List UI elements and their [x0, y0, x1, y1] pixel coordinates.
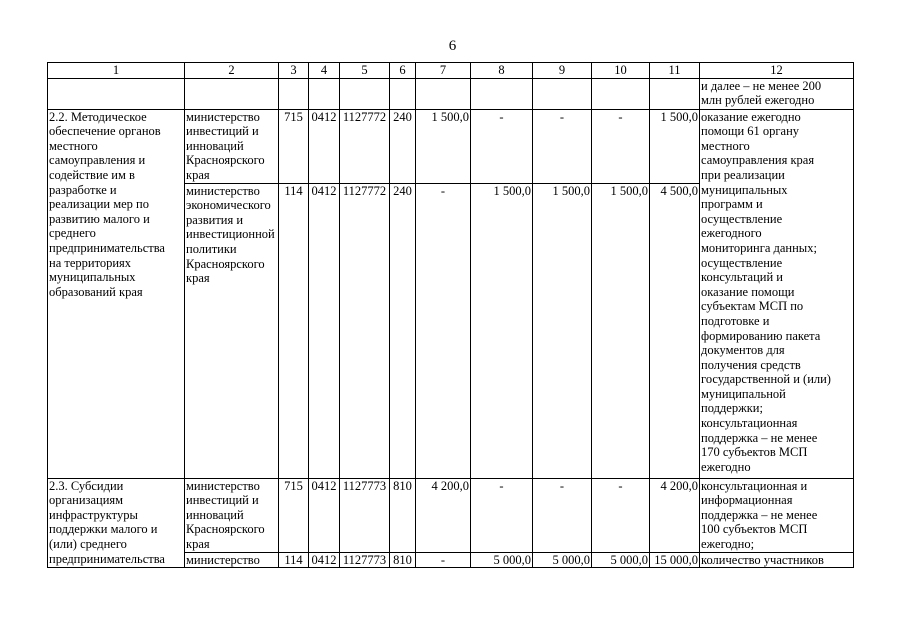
- rzpr-code: 0412: [309, 109, 340, 183]
- year1-amount: -: [416, 183, 471, 478]
- csr-code: 1127772: [340, 109, 390, 183]
- year4-amount: -: [592, 109, 650, 183]
- rzpr-code: 0412: [309, 478, 340, 552]
- text-line: края: [186, 536, 210, 551]
- column-number: 9: [533, 63, 592, 79]
- text-line: 2.2. Методическое: [49, 109, 147, 124]
- text-line: консультаций и: [701, 270, 783, 285]
- csr-code: 1127773: [340, 552, 390, 568]
- year3-amount: -: [533, 478, 592, 552]
- text-line: документов для: [701, 343, 785, 358]
- table-row: [48, 78, 854, 109]
- year1-amount: 4 200,0: [416, 478, 471, 552]
- empty-cell: [650, 78, 700, 109]
- empty-cell: [416, 78, 471, 109]
- grbs-code: 114: [279, 183, 309, 478]
- text-line: края: [186, 271, 210, 286]
- year2-amount: 1 500,0: [471, 183, 533, 478]
- table-row: [48, 109, 854, 183]
- column-number: 3: [279, 63, 309, 79]
- text-line: министерство: [186, 478, 260, 493]
- text-line: инвестиционной: [186, 227, 275, 242]
- rzpr-code: 0412: [309, 183, 340, 478]
- year3-amount: -: [533, 109, 592, 183]
- text-line: 100 субъектов МСП: [701, 522, 808, 537]
- ministry-cell: [185, 478, 279, 552]
- empty-cell: [390, 78, 416, 109]
- result-cell: [700, 109, 854, 478]
- text-line: консультационная: [701, 416, 798, 431]
- vr-code: 240: [390, 183, 416, 478]
- year4-amount: -: [592, 478, 650, 552]
- text-line: формированию пакета: [701, 328, 821, 343]
- grbs-code: 715: [279, 478, 309, 552]
- ministry-cell: [185, 109, 279, 183]
- column-number: 8: [471, 63, 533, 79]
- text-line: содействие им в: [49, 167, 135, 182]
- text-line: самоуправления края: [701, 153, 815, 168]
- measure-name-cell: [48, 478, 185, 568]
- text-line: поддержки;: [701, 401, 763, 416]
- column-number: 12: [700, 63, 854, 79]
- text-line: организациям: [49, 493, 124, 508]
- text-line: образований края: [49, 284, 143, 299]
- text-line: (или) среднего: [49, 536, 127, 551]
- text-line: поддержка – не менее: [701, 507, 818, 522]
- vr-code: 810: [390, 478, 416, 552]
- text-line: консультационная и: [701, 478, 808, 493]
- year3-amount: 1 500,0: [533, 183, 592, 478]
- text-line: поддержка – не менее: [701, 430, 818, 445]
- year2-amount: -: [471, 109, 533, 183]
- text-line: местного: [49, 138, 98, 153]
- text-line: инфраструктуры: [49, 507, 138, 522]
- page-number: 6: [448, 38, 457, 54]
- year2-amount: 5 000,0: [471, 552, 533, 568]
- text-line: количество участников: [701, 552, 824, 567]
- measure-name-cell: [48, 109, 185, 478]
- text-line: экономического: [186, 198, 271, 213]
- text-line: министерство: [186, 183, 260, 198]
- total-amount: 4 200,0: [650, 478, 700, 552]
- text-line: местного: [701, 138, 750, 153]
- year1-amount: -: [416, 552, 471, 568]
- text-line: инноваций: [186, 507, 244, 522]
- rzpr-code: 0412: [309, 552, 340, 568]
- result-cell: [700, 552, 854, 568]
- text-line: Красноярского: [186, 153, 265, 168]
- csr-code: 1127772: [340, 183, 390, 478]
- year1-amount: 1 500,0: [416, 109, 471, 183]
- text-line: министерство: [186, 109, 260, 124]
- measures-table: [47, 62, 854, 568]
- empty-cell: [533, 78, 592, 109]
- total-amount: 4 500,0: [650, 183, 700, 478]
- text-line: Красноярского: [186, 522, 265, 537]
- text-line: самоуправления и: [49, 153, 146, 168]
- text-line: развития и: [186, 212, 244, 227]
- text-line: оказание ежегодно: [701, 109, 801, 124]
- column-number-row: [48, 63, 854, 79]
- vr-code: 240: [390, 109, 416, 183]
- year3-amount: 5 000,0: [533, 552, 592, 568]
- text-line: обеспечение органов: [49, 124, 161, 139]
- empty-cell: [471, 78, 533, 109]
- text-line: муниципальных: [701, 182, 788, 197]
- csr-code: 1127773: [340, 478, 390, 552]
- text-line: подготовке и: [701, 313, 770, 328]
- text-line: субъектам МСП по: [701, 299, 804, 314]
- text-line: разработке и: [49, 182, 117, 197]
- text-line: реализации мер по: [49, 197, 149, 212]
- text-line: 170 субъектов МСП: [701, 445, 808, 460]
- column-number: 5: [340, 63, 390, 79]
- text-line: помощи 61 органу: [701, 124, 800, 139]
- column-number: 1: [48, 63, 185, 79]
- text-line: программ и: [701, 197, 763, 212]
- text-line: развитию малого и: [49, 211, 150, 226]
- text-line: государственной и (или): [701, 372, 831, 387]
- text-line: среднего: [49, 226, 96, 241]
- text-line: предпринимательства: [49, 551, 165, 566]
- ministry-cell: [185, 183, 279, 478]
- column-number: 4: [309, 63, 340, 79]
- result-cell: [700, 78, 854, 109]
- text-line: получения средств: [701, 357, 801, 372]
- column-number: 7: [416, 63, 471, 79]
- year2-amount: -: [471, 478, 533, 552]
- text-line: при реализации: [701, 167, 785, 182]
- empty-cell: [592, 78, 650, 109]
- text-line: 2.3. Субсидии: [49, 478, 124, 493]
- year4-amount: 5 000,0: [592, 552, 650, 568]
- total-amount: 1 500,0: [650, 109, 700, 183]
- column-number: 10: [592, 63, 650, 79]
- text-line: ежегодного: [701, 226, 762, 241]
- table-row: [48, 478, 854, 552]
- text-line: муниципальных: [49, 270, 136, 285]
- text-line: поддержки малого и: [49, 522, 158, 537]
- text-line: политики: [186, 241, 237, 256]
- empty-cell: [340, 78, 390, 109]
- text-line: ежегодно: [701, 459, 751, 474]
- empty-cell: [279, 78, 309, 109]
- year4-amount: 1 500,0: [592, 183, 650, 478]
- text-line: осуществление: [701, 255, 783, 270]
- text-line: осуществление: [701, 211, 783, 226]
- text-line: министерство: [186, 552, 260, 567]
- empty-cell: [48, 78, 185, 109]
- text-line: и далее – не менее 200: [701, 78, 822, 93]
- column-number: 11: [650, 63, 700, 79]
- text-line: оказание помощи: [701, 284, 795, 299]
- text-line: инвестиций и: [186, 124, 259, 139]
- text-line: инноваций: [186, 138, 244, 153]
- total-amount: 15 000,0: [650, 552, 700, 568]
- text-line: муниципальной: [701, 386, 786, 401]
- text-line: ежегодно;: [701, 536, 755, 551]
- text-line: Красноярского: [186, 256, 265, 271]
- ministry-cell: [185, 552, 279, 568]
- column-number: 2: [185, 63, 279, 79]
- text-line: на территориях: [49, 255, 132, 270]
- grbs-code: 114: [279, 552, 309, 568]
- text-line: мониторинга данных;: [701, 240, 817, 255]
- vr-code: 810: [390, 552, 416, 568]
- column-number: 6: [390, 63, 416, 79]
- result-cell: [700, 478, 854, 552]
- text-line: инвестиций и: [186, 493, 259, 508]
- text-line: края: [186, 167, 210, 182]
- text-line: млн рублей ежегодно: [701, 93, 815, 108]
- text-line: предпринимательства: [49, 240, 165, 255]
- empty-cell: [185, 78, 279, 109]
- grbs-code: 715: [279, 109, 309, 183]
- text-line: информационная: [701, 493, 793, 508]
- empty-cell: [309, 78, 340, 109]
